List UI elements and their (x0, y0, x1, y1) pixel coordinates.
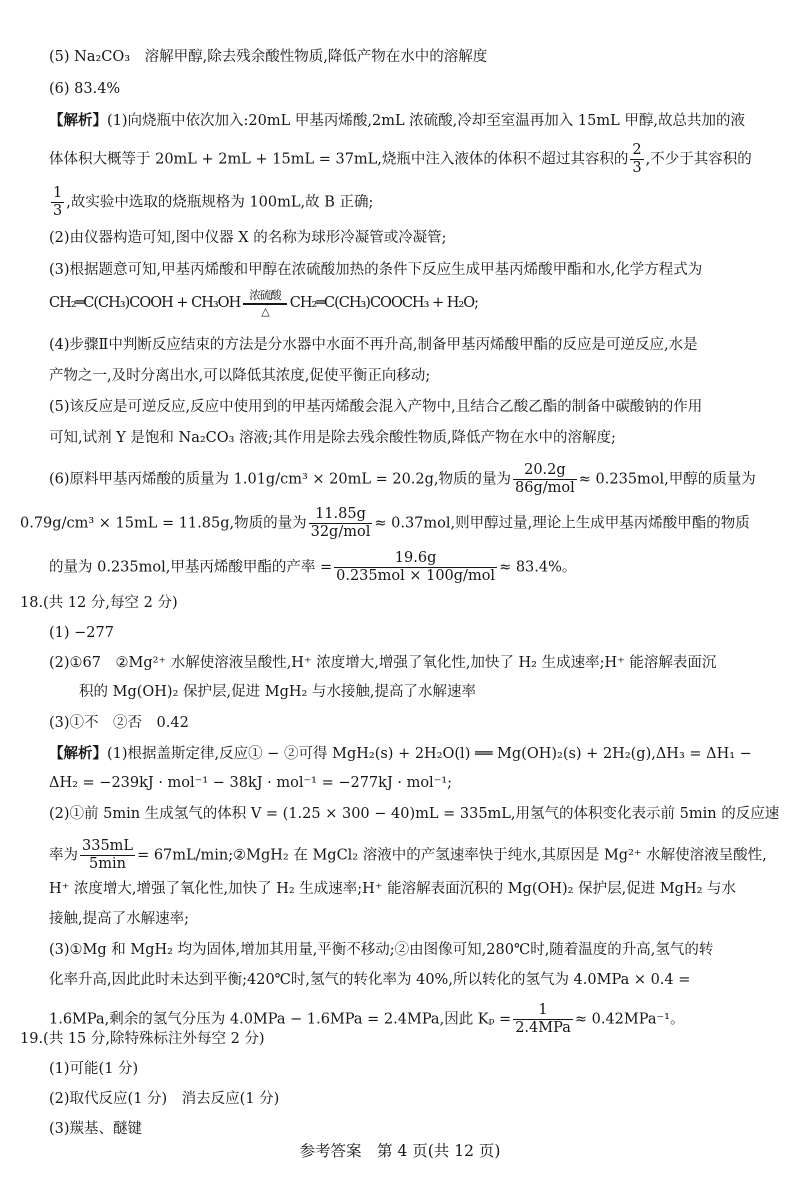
analysis-1-line-3: $\frac{1}{3}$ ,故实验中选取的烧瓶规格为 100mL,故 B 正确; (53, 185, 374, 219)
analysis-5-line-1: (5)该反应是可逆反应,反应中使用到的甲基丙烯酸会混入产物中,且结合乙酸乙酯的制备中碳酸钠的作用 (49, 399, 703, 415)
analysis-6-line-3: 的量为 0.235mol,甲基丙烯酸甲酯的产率 = $\frac{19.6g}{\text{0.235mol × 100g/mol}}$ ≈ 83.4%。 (49, 550, 577, 584)
analysis-label: 【解析】 (49, 112, 107, 129)
answer-6: (6) 83.4% (49, 81, 121, 97)
answer-5: (5) Na₂CO₃ 溶解甲醇,除去残余酸性物质,降低产物在水中的溶解度 (49, 49, 488, 65)
fraction-acid-moles: $\frac{20.2g}{\text{86g/mol}}$ (515, 462, 575, 496)
fraction-yield: $\frac{19.6g}{\text{0.235mol × 100g/mol}}$ (336, 550, 496, 584)
analysis-4-line-2: 产物之一,及时分离出水,可以降低其浓度,促使平衡正向移动; (49, 368, 431, 384)
q18-analysis-2-line-1: (2)①前 5min 生成氢气的体积 V = (1.25 × 300 − 40)mL = 335mL,用氢气的体积变化表示前 5min 的反应速 (49, 806, 780, 822)
q18-analysis-2-line-4: 接触,提高了水解速率; (49, 911, 189, 927)
q18-answer-3: (3)①不 ②否 0.42 (49, 715, 189, 731)
reaction-condition-arrow: 浓硫酸 △ (243, 288, 287, 318)
analysis-3-line-1: (3)根据题意可知,甲基丙烯酸和甲醇在浓硫酸加热的条件下反应生成甲基丙烯酸甲酯和水,化学方程式为 (49, 262, 703, 278)
question-18-heading: 18.(共 12 分,每空 2 分) (20, 595, 178, 611)
analysis-6-line-1: (6)原料甲基丙烯酸的质量为 1.01g/cm³ × 20mL = 20.2g,物质的量为 $\frac{20.2g}{\text{86g/mol}}$ ≈ 0.235mol,甲醇的质量为 (49, 462, 756, 496)
analysis-label: 【解析】 (49, 745, 107, 762)
q18-answer-1: (1) −277 (49, 625, 114, 641)
q19-answer-3: (3)羰基、醚键 (49, 1121, 143, 1137)
page-footer: 参考答案 第 4 页(共 12 页) (299, 1142, 501, 1160)
q18-analysis-1-line-1: 【解析】(1)根据盖斯定律,反应① − ②可得 MgH₂(s) + 2H₂O(l) ══ Mg(OH)₂(s) + 2H₂(g),ΔH₃ = ΔH₁ − (49, 745, 752, 762)
fraction-methanol-moles: $\frac{11.85g}{\text{32g/mol}}$ (310, 506, 371, 540)
analysis-2: (2)由仪器构造可知,图中仪器 X 的名称为球形冷凝管或冷凝管; (49, 230, 447, 246)
analysis-4-line-1: (4)步骤Ⅱ中判断反应结束的方法是分水器中水面不再升高,制备甲基丙烯酸甲酯的反应是可逆反应,水是 (49, 337, 698, 353)
analysis-1-line-1: 【解析】(1)向烧瓶中依次加入:20mL 甲基丙烯酸,2mL 浓硫酸,冷却至室温再加入 15mL 甲醇,故总共加的液 (49, 112, 745, 129)
q18-analysis-3-line-3: 1.6MPa,剩余的氢气分压为 4.0MPa − 1.6MPa = 2.4MPa,因此 Kₚ = $\frac{1}{\text{2.4MPa}}$ ≈ 0.42MPa⁻¹。 (49, 1002, 685, 1036)
analysis-5-line-2: 可知,试剂 Y 是饱和 Na₂CO₃ 溶液;其作用是除去残余酸性物质,降低产物在水中的溶解度; (49, 430, 616, 446)
q18-analysis-3-line-1: (3)①Mg 和 MgH₂ 均为固体,增加其用量,平衡不移动;②由图像可知,280℃时,随着温度的升高,氢气的转 (49, 942, 714, 958)
fraction-rate: $\frac{335mL}{5\min}$ (82, 838, 134, 872)
q18-analysis-1-line-2: ΔH₂ = −239kJ · mol⁻¹ − 38kJ · mol⁻¹ = −277kJ · mol⁻¹; (49, 775, 453, 791)
fraction-one-third: $\frac{1}{3}$ (53, 185, 63, 219)
q18-analysis-3-line-2: 化率升高,因此此时未达到平衡;420℃时,氢气的转化率为 40%,所以转化的氢气为 4.0MPa × 0.4 = (49, 972, 691, 988)
q18-analysis-2-line-2: 率为 $\frac{335mL}{5\min}$ = 67mL/min;②MgH₂ 在 MgCl₂ 溶液中的产氢速率快于纯水,其原因是 Mg²⁺ 水解使溶液呈酸性, (49, 838, 767, 872)
analysis-6-line-2: 0.79g/cm³ × 15mL = 11.85g,物质的量为 $\frac{11.85g}{\text{32g/mol}}$ ≈ 0.37mol,则甲醇过量,理论上生成甲基丙烯酸甲酯的物质 (20, 506, 750, 540)
q18-analysis-2-line-3: H⁺ 浓度增大,增强了氧化性,加快了 H₂ 生成速率;H⁺ 能溶解表面沉积的 Mg(OH)₂ 保护层,促进 MgH₂ 与水 (49, 881, 737, 897)
q19-answer-2: (2)取代反应(1 分) 消去反应(1 分) (49, 1091, 280, 1107)
fraction-two-thirds: $\frac{2}{3}$ (632, 142, 642, 176)
question-19-heading: 19.(共 15 分,除特殊标注外每空 2 分) (20, 1031, 265, 1047)
fraction-kp: $\frac{1}{\text{2.4MPa}}$ (515, 1002, 571, 1036)
q18-answer-2-line-2: 积的 Mg(OH)₂ 保护层,促进 MgH₂ 与水接触,提高了水解速率 (79, 684, 477, 700)
analysis-1-line-2: 体体积大概等于 20mL + 2mL + 15mL = 37mL,烧瓶中注入液体的体积不超过其容积的 $\frac{2}{3}$ ,不少于其容积的 (49, 142, 752, 176)
q18-answer-2-line-1: (2)①67 ②Mg²⁺ 水解使溶液呈酸性,H⁺ 浓度增大,增强了氧化性,加快了 H₂ 生成速率;H⁺ 能溶解表面沉 (49, 655, 717, 671)
q19-answer-1: (1)可能(1 分) (49, 1061, 139, 1077)
chemical-equation: CH₂═C(CH₃)COOH + CH₃OH 浓硫酸 △ CH₂═C(CH₃)COOCH₃ + H₂O; (49, 288, 478, 318)
